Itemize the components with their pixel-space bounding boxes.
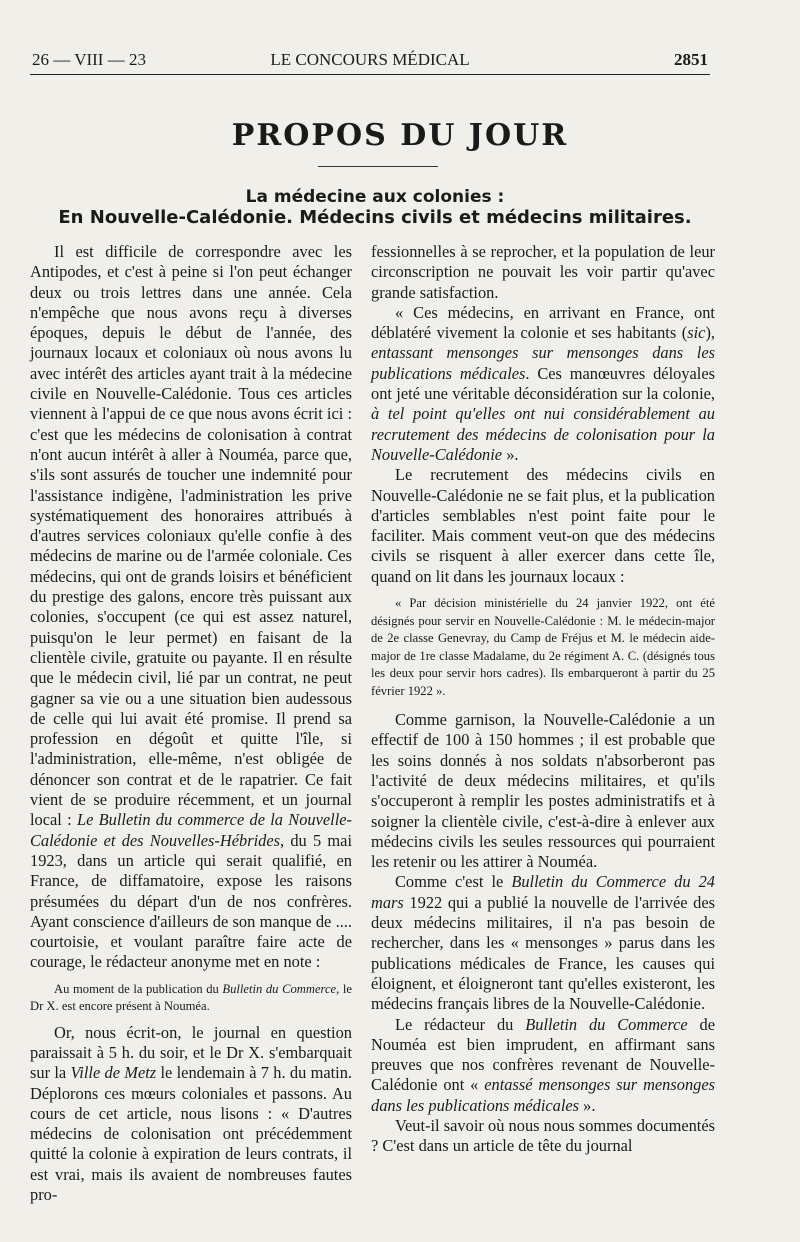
paragraph: Comme c'est le Bulletin du Commerce du 24 mars 1922 qui a publié la nouvelle de l'arrivée des deux médecins militaires, il n'a pas besoin de rechercher, dans les « mensonges » parus dans les publications médicales de France, les causes qui éloignent, et éloigneront tant qu'elles existeront, les médecins français libres de la Nouvelle-Calédonie. (371, 872, 715, 1014)
title-rule (318, 166, 438, 167)
paragraph: fessionnelles à se reprocher, et la population de leur circonscription ne pouvait les voir partir qu'avec grande satisfaction. (371, 242, 715, 302)
header-rule (30, 74, 710, 75)
section-title: PROPOS DU JOUR (231, 118, 569, 153)
paragraph: « Ces médecins, en arrivant en France, ont déblatéré vivement la colonie et ses habitants (sic), entassant mensonges sur mensonges dans les publications médicales. Ces manœuvres déloyales ont jeté une véritable déconsidération sur la colonie, à tel point qu'elles ont nui considérablement au recrutement des médecins de colonisation pour la Nouvelle-Calédonie ». (371, 302, 715, 464)
article-subtitle-1: La médecine aux colonies : (245, 187, 505, 207)
paragraph: Le recrutement des médecins civils en Nouvelle-Calédonie ne se fait plus, et la publication d'articles semblables n'est point faite pour le faciliter. Mais comment veut-on que des médecins civils se risquent à aller exercer dans cette île, quand on lit dans les journaux locaux : (371, 465, 715, 586)
issue-date: 26 — VIII — 23 (32, 50, 146, 69)
journal-title: LE CONCOURS MÉDICAL (270, 50, 470, 69)
footnote: Au moment de la publication du Bulletin du Commerce, le Dr X. est encore présent à Nouméa. (30, 981, 352, 1013)
right-column (371, 242, 715, 1157)
paragraph: Comme garnison, la Nouvelle-Calédonie a un effectif de 100 à 150 hommes ; il est probable que les soins donnés à nos soldats n'absorberont pas l'activité de deux médecins militaires, et qu'ils s'occuperont à remplir les postes administratifs et à soigner la clientèle civile, c'est-à-dire à enlever aux médecins civils les seules ressources qui pourraient les retenir ou les attirer à Nouméa. (371, 710, 715, 872)
quoted-decision: « Par décision ministérielle du 24 janvier 1922, ont été désignés pour servir en Nouvelle-Calédonie : M. le médecin-major de 2e classe Genevray, du Camp de Fréjus et M. le médecin aide-major de 1re classe Madalame, du 2e régiment A. C. (désignés tous les deux pour servir hors cadres). Ils embarqueront à partir du 25 février 1922 ». (371, 596, 715, 698)
paragraph: Il est difficile de correspondre avec les Antipodes, et c'est à peine si l'on peut échanger deux ou trois lettres dans une année. Cela n'empêche que nous avons reçu à diverses époques, depuis le début de l'année, des journaux locaux et coloniaux où nous avons lu avec intérêt des articles ayant trait à la médecine civile en Nouvelle-Calédonie. Tous ces articles viennent à l'appui de ce que nous avons écrit ici : c'est que les médecins de colonisation à contrat n'ont aucun intérêt à aller à Nouméa, parce que, s'ils sont assurés de toucher une indemnité pour l'assistance indigène, l'administration les prive systématiquement des honoraires attribués à d'autres services coloniaux qu'elle confie à des médecins de marine ou de l'armée coloniale. Ces médecins, qui ont de grands loisirs et bénéficient du prestige des galons, encore très puissant aux colonies, s'occupent (ce qui est assez naturel, puisqu'on le leur permet) en faisant de la clientèle civile, gratuite ou payante. Il en résulte que le médecin civil, lié par un contrat, ne peut gagner sa vie ou a une situation bien audessous de celle qui lui avait été promise. Il prend sa profession en dégoût et quitte l'île, si l'administration, elle-même, n'est obligée de dénoncer son contrat et de le rapatrier. Ce fait vient de se produire récemment, et un journal local : Le Bulletin du commerce de la Nouvelle-Calédonie et des Nouvelles-Hébrides, du 5 mai 1923, dans un article qui serait qualifié, en France, de diffamatoire, expose les raisons présumées du départ d'un de nos confrères. Ayant conscience d'ailleurs de son manque de .... courtoisie, et voulant paraître faire acte de courage, le rédacteur anonyme met en note : (30, 242, 352, 972)
paragraph: Or, nous écrit-on, le journal en question paraissait à 5 h. du soir, et le Dr X. s'embarquait sur la Ville de Metz le lendemain à 7 h. du matin. Déplorons ces mœurs coloniales et passons. Au cours de cet article, nous lisons : « D'autres médecins de colonisation ont précédemment quitté la colonie à expiration de leurs contrats, il est vrai, mais ils avaient de nombreuses fautes pro- (30, 1022, 353, 1205)
paragraph: Le rédacteur du Bulletin du Commerce de Nouméa est bien imprudent, en affirmant sans preuves que nos confrères revenant de Nouvelle-Calédonie ont « entassé mensonges sur mensonges dans les publications médicales ». (371, 1014, 715, 1115)
running-header (32, 50, 708, 72)
left-column (30, 242, 352, 1205)
page-number: 2851 (674, 50, 708, 69)
article-subtitle-2: En Nouvelle-Calédonie. Médecins civils et médecins militaires. (58, 207, 692, 228)
paragraph: Veut-il savoir où nous nous sommes documentés ? C'est dans un article de tête du journal (371, 1115, 715, 1156)
